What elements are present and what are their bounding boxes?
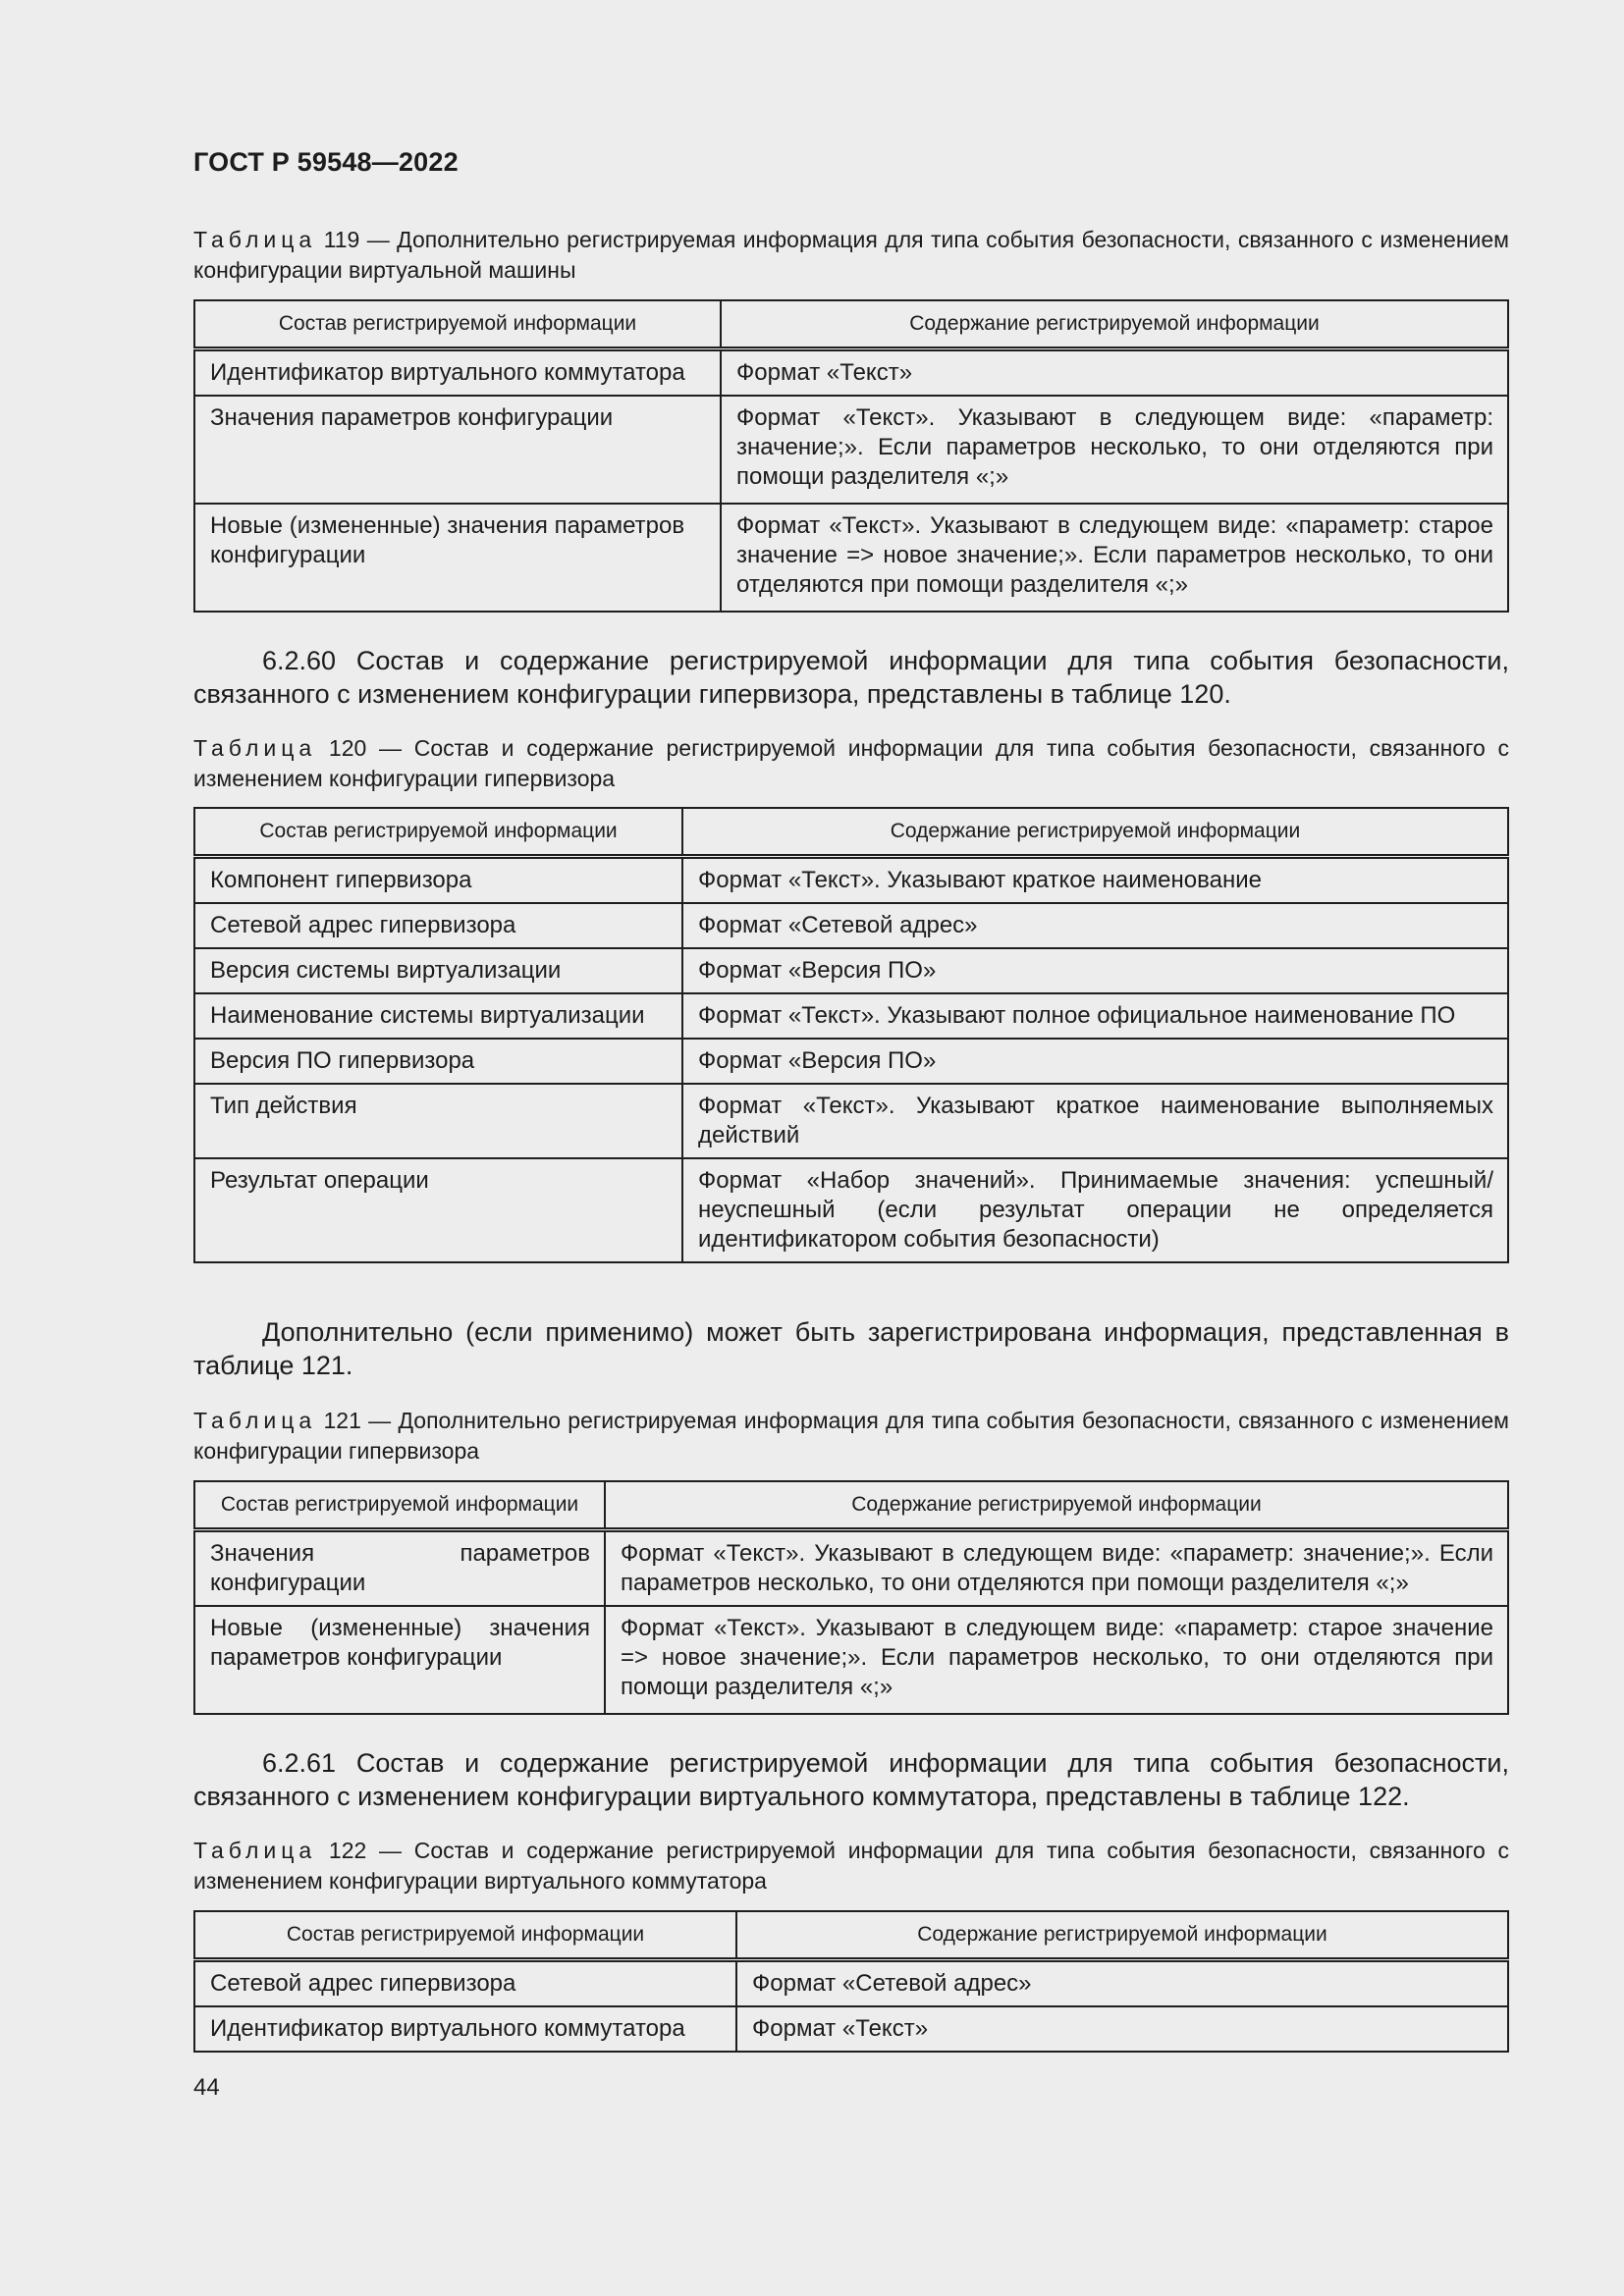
table-122-caption [193,1836,1509,1896]
table-row [194,396,1508,504]
cell-value: Формат «Текст». Указывают в следующем виде: «параметр: значение;». Если параметров несколько, то они отделяются при помощи разделителя «;» [605,1530,1508,1607]
cell-value: Формат «Текст» [736,2006,1508,2052]
column-header-content: Содержание регистрируемой информации [605,1481,1508,1530]
table-row [194,1158,1508,1262]
cell-value: Формат «Сетевой адрес» [736,1960,1508,2007]
table-119-caption [193,225,1509,286]
table-row [194,1960,1508,2007]
table-120 [193,807,1509,1263]
cell-value: Формат «Текст». Указывают краткое наименование выполняемых действий [682,1084,1508,1158]
cell-value: Формат «Версия ПО» [682,1039,1508,1084]
cell-name: Наименование системы виртуализации [194,993,682,1039]
table-row [194,1530,1508,1607]
cell-value: Формат «Текст». Указывают краткое наименование [682,857,1508,904]
table-row [194,1606,1508,1714]
paragraph-6-2-60: 6.2.60 Состав и содержание регистрируемой информации для типа события безопасности, связанного с изменением конфигурации гипервизора, представлены в таблице 120. [193,646,1509,709]
table-caption-text: 120 — Состав и содержание регистрируемой информации для типа события безопасности, связанного с изменением конфигурации гипервизора [193,735,1509,791]
table-120-caption [193,733,1509,794]
column-header-content: Содержание регистрируемой информации [682,808,1508,857]
paragraph-6-2-61: 6.2.61 Состав и содержание регистрируемой информации для типа события безопасности, связанного с изменением конфигурации виртуального коммутатора, представлены в таблице 122. [193,1748,1509,1811]
cell-value: Формат «Текст». Указывают в следующем виде: «параметр: старое значение => новое значение;». Если параметров несколько, то они отделяются при помощи разделителя «;» [605,1606,1508,1714]
table-label: Таблица [193,227,317,252]
cell-name: Версия системы виртуализации [194,948,682,993]
column-header-content: Содержание регистрируемой информации [736,1911,1508,1960]
column-header-composition: Состав регистрируемой информации [194,808,682,857]
table-row [194,903,1508,948]
cell-value: Формат «Набор значений». Принимаемые значения: успешный/неуспешный (если результат операции не определяется идентификатором события безопасности) [682,1158,1508,1262]
table-row [194,1084,1508,1158]
table-label: Таблица [193,1408,317,1433]
column-header-composition: Состав регистрируемой информации [194,1481,605,1530]
table-121-caption [193,1406,1509,1467]
cell-name: Тип действия [194,1084,682,1158]
cell-value: Формат «Текст». Указывают полное официальное наименование ПО [682,993,1508,1039]
cell-name: Новые (измененные) значения параметров конфигурации [194,504,721,612]
cell-name: Сетевой адрес гипервизора [194,903,682,948]
cell-name: Значения параметров конфигурации [194,1530,605,1607]
cell-value: Формат «Версия ПО» [682,948,1508,993]
cell-name: Версия ПО гипервизора [194,1039,682,1084]
table-121 [193,1480,1509,1715]
table-122 [193,1910,1509,2053]
table-row [194,993,1508,1039]
table-caption-text: 119 — Дополнительно регистрируемая информация для типа события безопасности, связанного с изменением конфигурации виртуальной машины [193,227,1509,283]
column-header-composition: Состав регистрируемой информации [194,1911,736,1960]
cell-name: Компонент гипервизора [194,857,682,904]
cell-value: Формат «Текст» [721,349,1508,397]
table-row [194,2006,1508,2052]
cell-value: Формат «Сетевой адрес» [682,903,1508,948]
cell-name: Результат операции [194,1158,682,1262]
table-label: Таблица [193,1838,317,1863]
table-row [194,349,1508,397]
paragraph-additional: Дополнительно (если применимо) может быть зарегистрирована информация, представленная в таблице 121. [193,1317,1509,1380]
cell-value: Формат «Текст». Указывают в следующем виде: «параметр: значение;». Если параметров несколько, то они отделяются при помощи разделителя «;» [721,396,1508,504]
table-caption-text: 122 — Состав и содержание регистрируемой информации для типа события безопасности, связанного с изменением конфигурации виртуального коммутатора [193,1838,1509,1894]
table-caption-text: 121 — Дополнительно регистрируемая информация для типа события безопасности, связанного с изменением конфигурации гипервизора [193,1408,1509,1464]
cell-value: Формат «Текст». Указывают в следующем виде: «параметр: старое значение => новое значение;». Если параметров несколько, то они отделяются при помощи разделителя «;» [721,504,1508,612]
column-header-content: Содержание регистрируемой информации [721,300,1508,349]
table-row [194,948,1508,993]
table-row [194,857,1508,904]
table-label: Таблица [193,735,317,761]
table-row [194,1039,1508,1084]
page-number: 44 [193,2074,220,2101]
column-header-composition: Состав регистрируемой информации [194,300,721,349]
cell-name: Сетевой адрес гипервизора [194,1960,736,2007]
cell-name: Идентификатор виртуального коммутатора [194,349,721,397]
cell-name: Значения параметров конфигурации [194,396,721,504]
table-row [194,504,1508,612]
table-119 [193,299,1509,613]
cell-name: Идентификатор виртуального коммутатора [194,2006,736,2052]
document-header: ГОСТ Р 59548—2022 [193,147,459,177]
cell-name: Новые (измененные) значения параметров конфигурации [194,1606,605,1714]
